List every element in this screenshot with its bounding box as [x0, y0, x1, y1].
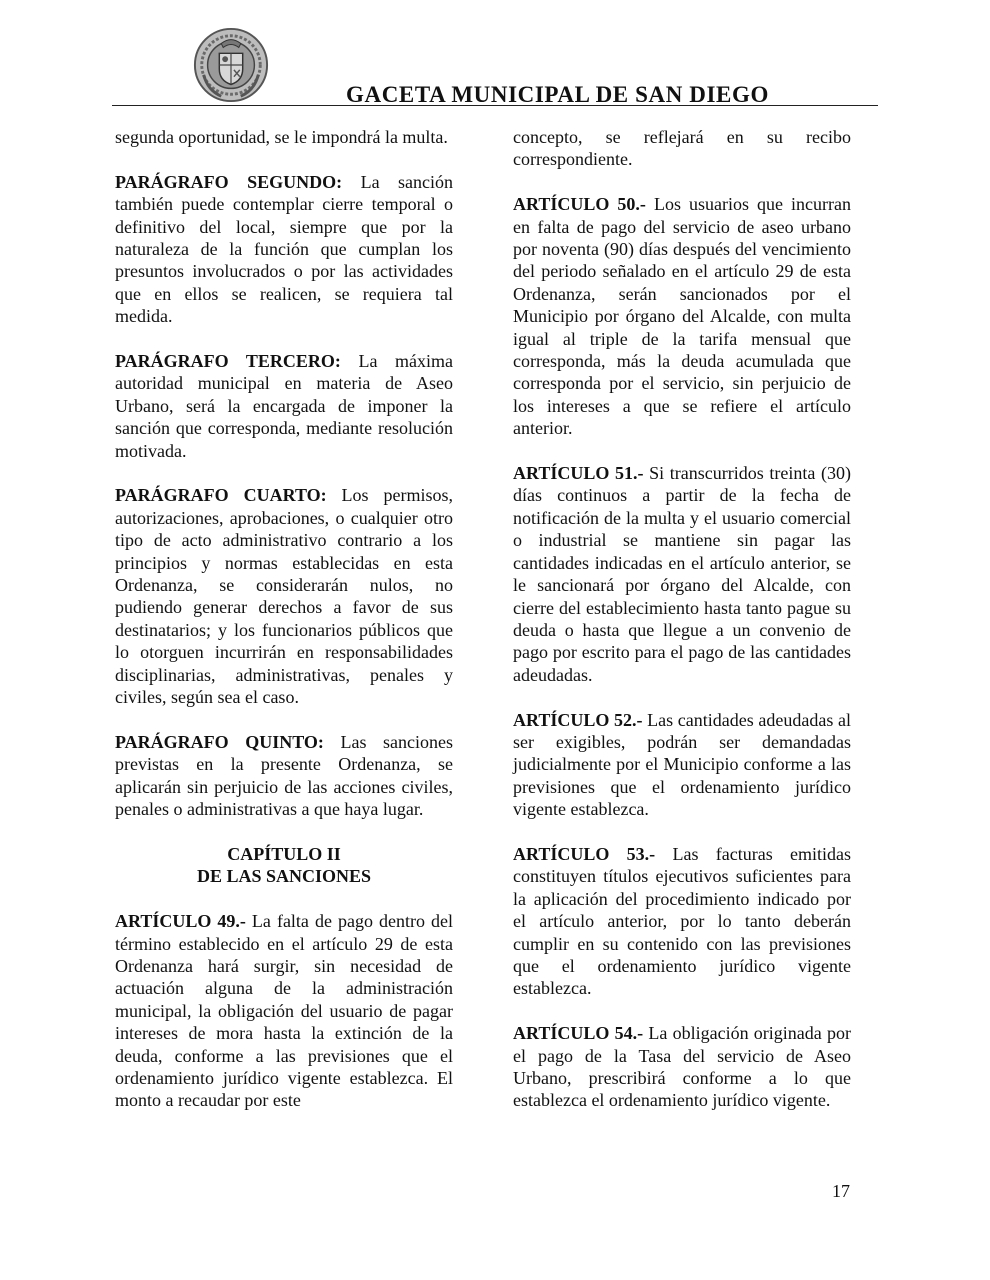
article-heading: ARTÍCULO 52.- — [513, 709, 643, 730]
paragraph-tercero: PARÁGRAFO TERCERO: La máxima autoridad municipal en materia de Aseo Urbano, será la encargada de imponer la sanción que corresponda, mediante resolución motivada. — [115, 351, 453, 461]
article-49: ARTÍCULO 49.- La falta de pago dentro del término establecido en el artículo 29 de esta Ordenanza hará surgir, sin necesidad de actuación alguna de la administración municipal, la obligación del usuario de pagar intereses de mora hasta la extinción de la deuda, conforme a las previsiones que el ordenamiento jurídico vigente establezca. El monto a recaudar por este — [115, 911, 453, 1111]
gazette-title: GACETA MUNICIPAL DE SAN DIEGO — [346, 82, 769, 107]
article-52: ARTÍCULO 52.- Las cantidades adeudadas al ser exigibles, podrán ser demandadas judicialmente por el Municipio conforme a las previsiones que el ordenamiento jurídico vigente establezca. — [513, 709, 852, 820]
article-50: ARTÍCULO 50.- Los usuarios que incurran en falta de pago del servicio de aseo urbano por noventa (90) días después del vencimiento del periodo señalado en el artículo 29 de esta Ordenanza, serán sancionados por el Municipio por órgano del Alcalde, con multa igual al triple de la tarifa mensual que corresponda, más la deuda acumulada que corresponda por el servicio, sin perjuicio de los intereses a que se refiere el artículo anterior. — [513, 194, 852, 439]
paragraph-segundo: PARÁGRAFO SEGUNDO: La sanción también puede contemplar cierre temporal o definitivo del local, siempre que por la naturaleza de la función que cumplan los presuntos involucrados o por las actividades que en ellos se realicen, se requiera tal medida. — [115, 171, 453, 327]
page-number: 17 — [832, 1181, 850, 1201]
paragraph-heading: PARÁGRAFO TERCERO: — [115, 351, 341, 372]
header-divider — [112, 105, 878, 106]
paragraph-heading: PARÁGRAFO SEGUNDO: — [115, 171, 343, 192]
left-column — [115, 126, 453, 1112]
article-heading: ARTÍCULO 53.- — [513, 843, 656, 864]
paragraph-heading: PARÁGRAFO CUARTO: — [115, 485, 327, 506]
article-heading: ARTÍCULO 54.- — [513, 1023, 644, 1044]
paragraph-cuarto: PARÁGRAFO CUARTO: Los permisos, autorizaciones, aprobaciones, o cualquier otro tipo de acto administrativo contrario a los principios y normas establecidas en esta Ordenanza, se considerarán nulos, no pudiendo generar derechos a favor de sus destinatarios; y los funcionarios públicos que lo otorguen incurrirán en responsabilidades disciplinarias, administrativas, penales y civiles, según sea el caso. — [115, 485, 453, 708]
article-51: ARTÍCULO 51.- Si transcurridos treinta (30) días continuos a partir de la fecha de notificación de la multa y el usuario comercial o industrial se mantiene sin pagar las cantidades indicadas en el artículo anterior, se le sancionará por órgano del Alcalde, con cierre del establecimiento hasta tanto pague su deuda o hasta que llegue a un convenio de pago por escrito para el pago de las cantidades adeudadas. — [513, 463, 852, 685]
article-54: ARTÍCULO 54.- La obligación originada por el pago de la Tasa del servicio de Aseo Urbano, prescribirá conforme a lo que establezca el ordenamiento jurídico vigente. — [513, 1023, 852, 1111]
article-heading: ARTÍCULO 49.- — [115, 911, 246, 932]
article-heading: ARTÍCULO 50.- — [513, 194, 646, 215]
chapter-number: CAPÍTULO II — [227, 843, 341, 864]
chapter-title: DE LAS SANCIONES — [196, 866, 372, 887]
paragraph: segunda oportunidad, se le impondrá la multa. — [115, 127, 448, 147]
right-column — [513, 126, 851, 1112]
municipal-coat-of-arms-icon — [192, 26, 270, 104]
paragraph: concepto, se reflejará en su recibo correspondiente. — [513, 127, 851, 170]
paragraph-quinto: PARÁGRAFO QUINTO: Las sanciones previstas en la presente Ordenanza, se aplicarán sin perjuicio de las acciones civiles, penales o administrativas a que haya lugar. — [115, 731, 453, 820]
chapter-heading — [115, 843, 453, 888]
paragraph-heading: PARÁGRAFO QUINTO: — [115, 731, 324, 752]
article-53: ARTÍCULO 53.- Las facturas emitidas constituyen títulos ejecutivos suficientes para la aplicación del procedimiento indicado por el artículo anterior, por lo tanto deberán cumplir en su contenido con las previsiones que el ordenamiento jurídico vigente establezca. — [513, 843, 851, 999]
article-heading: ARTÍCULO 51.- — [513, 463, 644, 484]
